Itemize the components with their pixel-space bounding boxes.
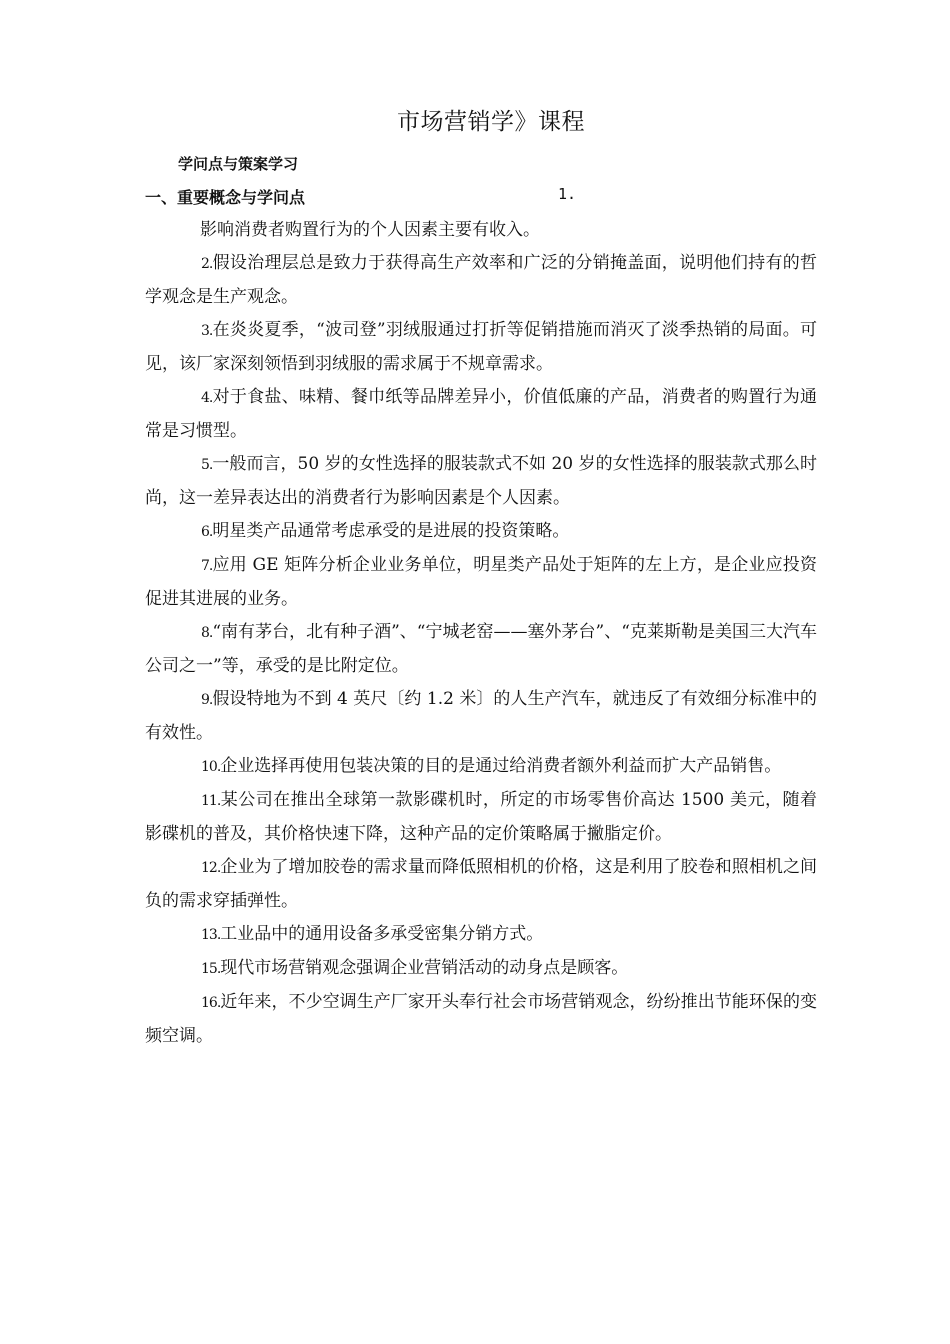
paragraph-text: 影响消费者购置行为的个人因素主要有收入。 <box>200 220 540 240</box>
section-heading <box>145 185 815 208</box>
paragraph-number: 8. <box>201 625 213 641</box>
paragraph-number: 6. <box>201 524 213 540</box>
paragraph <box>145 549 817 616</box>
paragraph-text: “南有茅台，北有种子酒”、“宁城老窑——塞外茅台”、“克莱斯勒是美国三大汽车公司之一”等，承受的是比附定位。 <box>145 622 817 676</box>
section-heading-text: 一、重要概念与学问点 <box>145 188 306 207</box>
paragraph-text: 企业为了增加胶卷的需求量而降低照相机的价格，这是利用了胶卷和照相机之间负的需求穿插弹性。 <box>145 857 817 911</box>
paragraph-text: 对于食盐、味精、餐巾纸等品牌差异小，价值低廉的产品，消费者的购置行为通常是习惯型。 <box>145 387 817 441</box>
paragraph-number: 10. <box>201 759 221 775</box>
paragraph-number: 2. <box>201 256 213 272</box>
paragraph <box>145 616 817 683</box>
paragraph-text: 在炎炎夏季，“波司登”羽绒服通过打折等促销措施而消灭了淡季热销的局面。可见，该厂家深刻领悟到羽绒服的需求属于不规章需求。 <box>145 320 817 374</box>
paragraph <box>145 851 817 918</box>
paragraph <box>145 918 817 952</box>
paragraph <box>145 515 817 549</box>
paragraph-number: 15. <box>201 961 221 977</box>
paragraph-text: 一般而言，50 岁的女性选择的服装款式不如 20 岁的女性选择的服装款式那么时尚，这一差异表达出的消费者行为影响因素是个人因素。 <box>145 454 817 508</box>
paragraph-text: 假设特地为不到 4 英尺〔约 1.2 米〕的人生产汽车，就违反了有效细分标准中的有效性。 <box>145 689 817 743</box>
paragraph <box>145 784 817 851</box>
paragraph-text: 明星类产品通常考虑承受的是进展的投资策略。 <box>212 521 570 541</box>
document-title: 市场营销学》课程 <box>397 109 585 135</box>
paragraph <box>145 247 817 314</box>
paragraph-number: 13. <box>201 927 221 943</box>
paragraph <box>145 986 817 1053</box>
paragraph <box>145 381 817 448</box>
paragraph <box>145 952 817 986</box>
paragraph <box>145 683 817 750</box>
paragraph-number: 9. <box>201 692 213 708</box>
document-subtitle: 学问点与策案学习 <box>178 155 299 173</box>
paragraph-number: 5. <box>201 457 213 473</box>
paragraph-number: 3. <box>201 323 213 339</box>
paragraph-text: 近年来，不少空调生产厂家开头奉行社会市场营销观念，纷纷推出节能环保的变频空调。 <box>145 992 817 1046</box>
paragraph-text: 现代市场营销观念强调企业营销活动的动身点是顾客。 <box>220 958 629 978</box>
paragraph-text: 某公司在推出全球第一款影碟机时，所定的市场零售价高达 1500 美元，随着影碟机的普及，其价格快速下降，这种产品的定价策略属于撇脂定价。 <box>145 790 817 844</box>
paragraph-number: 16. <box>201 995 221 1011</box>
paragraph-number: 12. <box>201 860 221 876</box>
section-heading-number: 1. <box>558 185 577 203</box>
paragraph-text: 工业品中的通用设备多承受密集分销方式。 <box>220 924 544 944</box>
paragraph <box>145 448 817 515</box>
paragraph-text: 应用 GE 矩阵分析企业业务单位，明星类产品处于矩阵的左上方，是企业应投资促进其进展的业务。 <box>145 555 817 609</box>
paragraph-number: 4. <box>201 390 213 406</box>
paragraph-text: 企业选择再使用包装决策的目的是通过给消费者额外利益而扩大产品销售。 <box>220 756 782 776</box>
paragraph <box>145 214 817 247</box>
paragraph-number: 11. <box>201 793 221 809</box>
paragraph <box>145 750 817 784</box>
document-body <box>145 214 817 1053</box>
paragraph <box>145 314 817 381</box>
paragraph-text: 假设治理层总是致力于获得高生产效率和广泛的分销掩盖面，说明他们持有的哲学观念是生产观念。 <box>145 253 817 307</box>
paragraph-number: 7. <box>201 558 213 574</box>
